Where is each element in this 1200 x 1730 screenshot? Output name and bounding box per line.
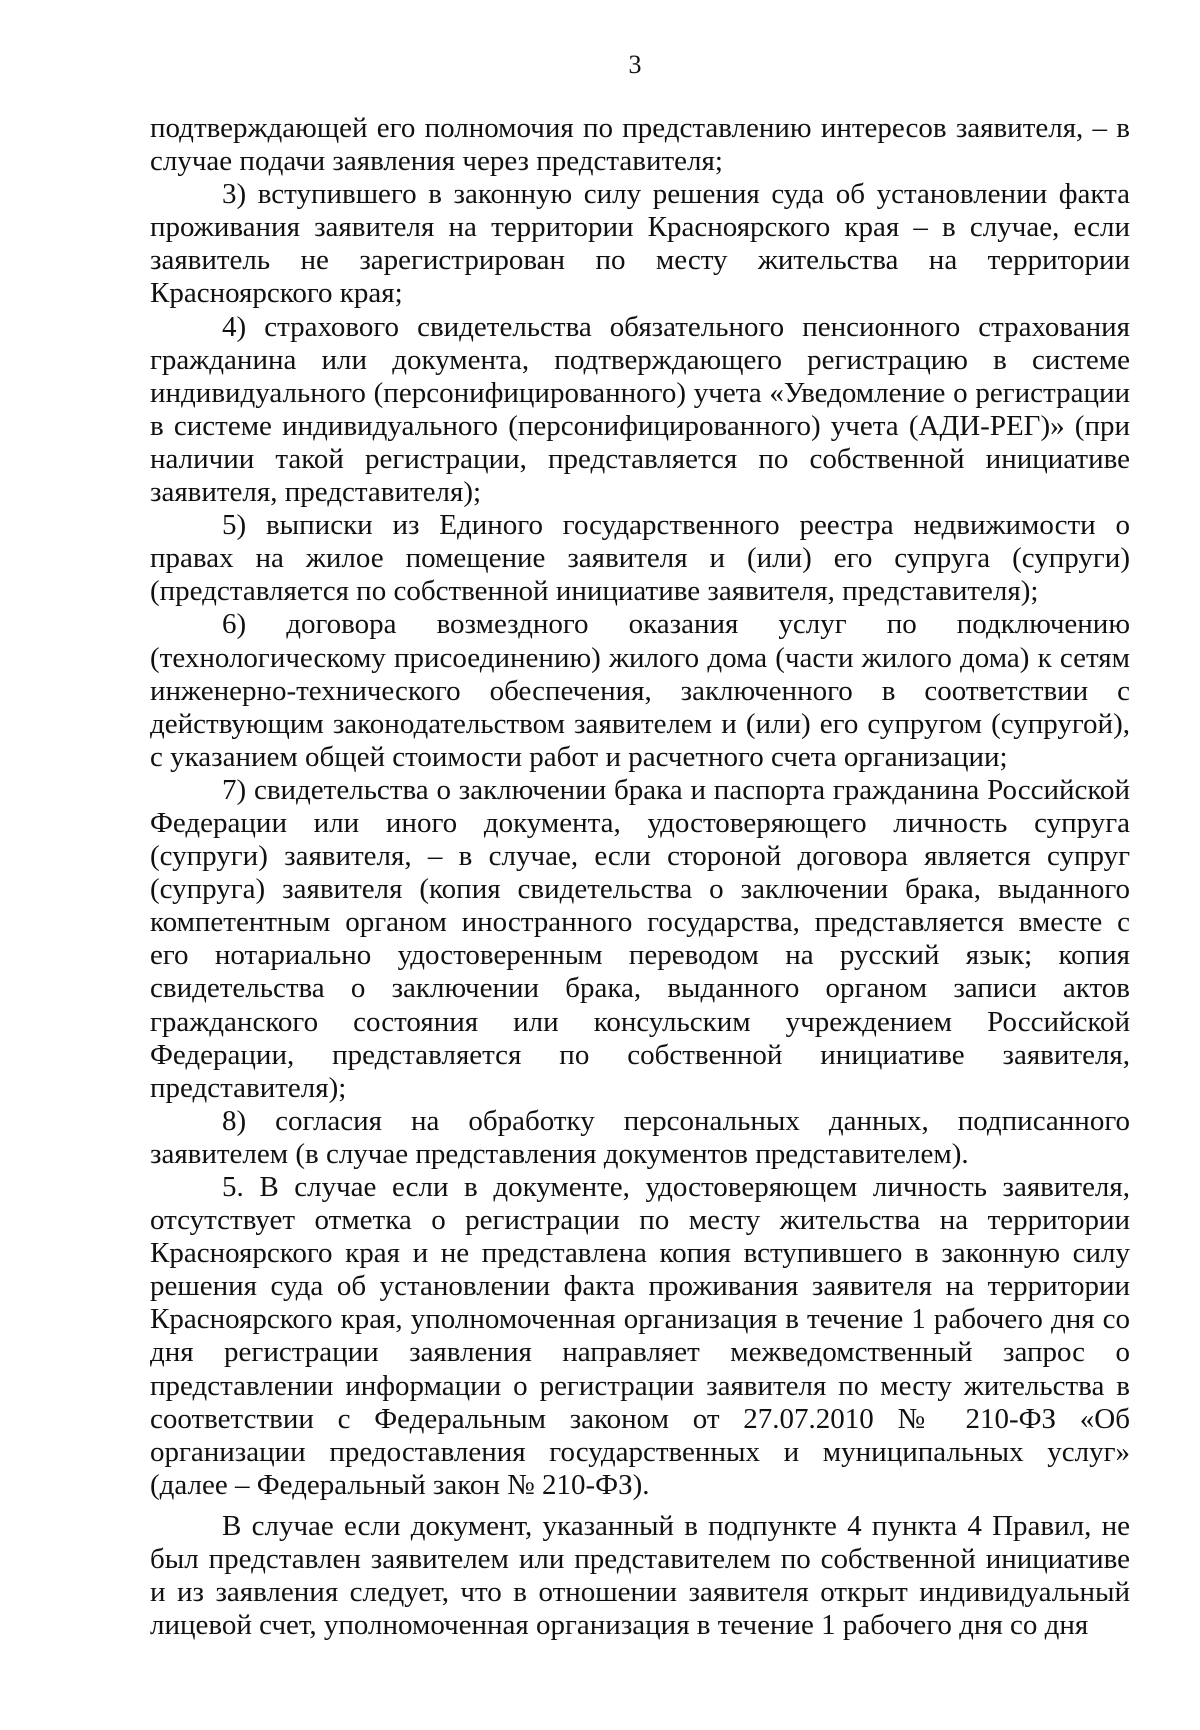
paragraph-section-5: 5. В случае если в документе, удостоверяющем личность заявителя, отсутствует отметка о регистрации по месту жительства на территории Красноярского края и не представлена копия вступившего в законную силу решения суда об установлении факта проживания заявителя на территории Красноярского края, уполномоченная организация в течение 1 рабочего дня со дня регистрации заявления направляет межведомственный запрос о представлении информации о регистрации заявителя по месту жительства в соответствии с Федеральным законом от 27.07.2010 № 210-ФЗ «Об организации предоставления государственных и муниципальных услуг» (далее – Федеральный закон № 210-ФЗ). — [150, 1171, 1130, 1501]
page-number: 3 — [628, 50, 642, 79]
paragraph-item-8: 8) согласия на обработку персональных данных, подписанного заявителем (в случае представления документов представителем). — [150, 1104, 1130, 1170]
paragraph-item-5: 5) выписки из Единого государственного реестра недвижимости о правах на жилое помещение заявителя и (или) его супруга (супруги) (представляется по собственной инициативе заявителя, представителя); — [150, 509, 1130, 608]
paragraph-section-5-second: В случае если документ, указанный в подпункте 4 пункта 4 Правил, не был представлен заявителем или представителем по собственной инициативе и из заявления следует, что в отношении заявителя открыт индивидуальный лицевой счет, уполномоченная организация в течение 1 рабочего дня со дня — [150, 1509, 1130, 1642]
document-body — [150, 112, 1130, 1642]
paragraph-item-6: 6) договора возмездного оказания услуг по подключению (технологическому присоединению) жилого дома (части жилого дома) к сетям инженерно-технического обеспечения, заключенного в соответствии с действующим законодательством заявителем и (или) его супругом (супругой), с указанием общей стоимости работ и расчетного счета организации; — [150, 608, 1130, 773]
paragraph-continuation: подтверждающей его полномочия по представлению интересов заявителя, – в случае подачи заявления через представителя; — [150, 112, 1130, 178]
paragraph-item-3: 3) вступившего в законную силу решения суда об установлении факта проживания заявителя на территории Красноярского края – в случае, если заявитель не зарегистрирован по месту жительства на территории Красноярского края; — [150, 178, 1130, 310]
paragraph-item-4: 4) страхового свидетельства обязательного пенсионного страхования гражданина или документа, подтверждающего регистрацию в системе индивидуального (персонифицированного) учета «Уведомление о регистрации в системе индивидуального (персонифицированного) учета (АДИ-РЕГ)» (при наличии такой регистрации, представляется по собственной инициативе заявителя, представителя); — [150, 310, 1130, 509]
paragraph-item-7: 7) свидетельства о заключении брака и паспорта гражданина Российской Федерации или иного документа, удостоверяющего личность супруга (супруги) заявителя, – в случае, если стороной договора является супруг (супруга) заявителя (копия свидетельства о заключении брака, выданного компетентным органом иностранного государства, представляется вместе с его нотариально удостоверенным переводом на русский язык; копия свидетельства о заключении брака, выданного органом записи актов гражданского состояния или консульским учреждением Российской Федерации, представляется по собственной инициативе заявителя, представителя); — [150, 773, 1130, 1104]
